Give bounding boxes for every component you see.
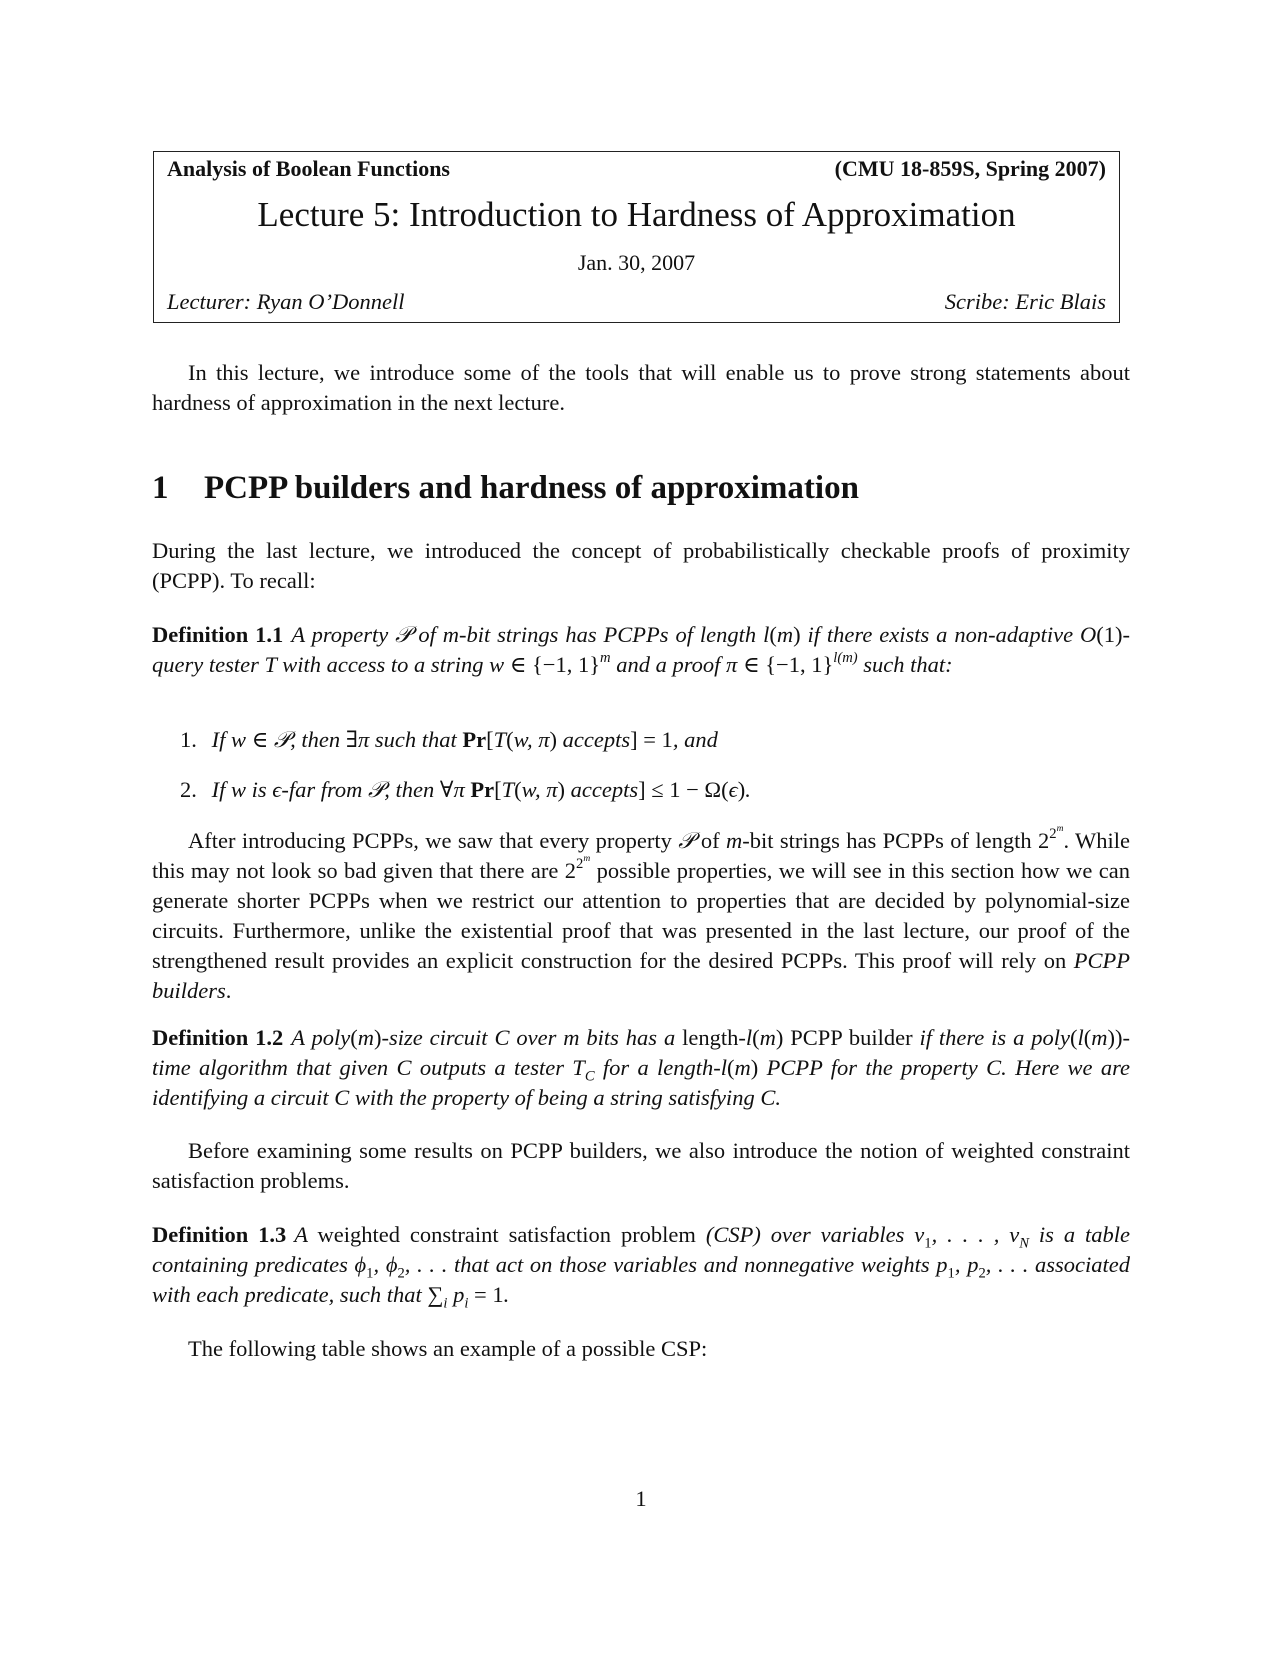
section-number: 1 <box>152 470 169 506</box>
condition-2-marker: 2. <box>180 777 197 802</box>
lecture-title: Lecture 5: Introduction to Hardness of Approximation <box>257 195 1016 234</box>
definition-1-3: Definition 1.3 A weighted constraint satisfaction problem (CSP) over variables $v_1$, . . . , $v_N$ is a table containing predicates $\phi_1$, $\phi_2$, . . . that act on those variables and nonnegative weights $p_1$, $p_2$, . . . associated with each predicate, such that $\sum_i$ $p_i = 1$. <box>152 1222 1131 1312</box>
definition-1-2: Definition 1.2 A poly(m)-size circuit C over m bits has a length-l(m) PCPP builder if there is a poly(l(m))-time algorithm that given C outputs a tester $T_C$ for a length-l(m) PCPP for the property C. Here we are identifying a circuit C with the property of being a string satisfying C. <box>152 1025 1130 1110</box>
course-code: (CMU 18-859S, Spring 2007) <box>834 156 1106 181</box>
definition-1-1: Definition 1.1 A property 𝒫 of m-bit strings has PCPPs of length l(m) if there exists a non-adaptive O(1)-query tester T with access to a string w ∈ {−1, 1}$^m$ and a proof π ∈ {−1, 1}$^{l(m)}$ such that: <box>152 622 1130 677</box>
lecturer: Lecturer: Ryan O’Donnell <box>167 289 405 314</box>
scribe: Scribe: Eric Blais <box>944 289 1106 314</box>
lecture-date: Jan. 30, 2007 <box>577 250 696 275</box>
section-title-text: PCPP builders and hardness of approximation <box>204 470 859 506</box>
lecture-header-box <box>153 151 1120 323</box>
paragraph-before-csp: Before examining some results on PCPP builders, we also introduce the notion of weighted constraint satisfaction problems. <box>152 1138 1130 1193</box>
page-number: 1 <box>635 1486 647 1511</box>
paragraph-after-pcpps: After introducing PCPPs, we saw that every property 𝒫 of m-bit strings has PCPPs of length $2^{2^m}$. While this may not look so bad given that there are $2^{2^m}$ possible properties, we will see in this section how we can generate shorter PCPPs when we restrict our attention to properties that are decided by polynomial-size circuits. Furthermore, unlike the existential proof that was presented in the last lecture, our proof of the strengthened result provides an explicit construction for the desired PCPPs. This proof will rely on PCPP builders. <box>152 824 1131 1003</box>
header-bottom-row <box>167 287 1106 317</box>
condition-1-marker: 1. <box>180 727 197 752</box>
header-top-row <box>167 152 1106 186</box>
condition-1: 1. If w ∈ 𝒫, then ∃π such that Pr[T(w, π) accepts] = 1, and <box>180 727 718 753</box>
section-heading <box>152 468 859 508</box>
section-paragraph-1: During the last lecture, we introduced the concept of probabilistically checkable proofs of proximity (PCPP). To recall: <box>152 538 1130 593</box>
definition-1-1-label: Definition 1.1 <box>152 622 284 647</box>
definition-1-1-conditions <box>180 725 1130 825</box>
paragraph-table-intro: The following table shows an example of a possible CSP: <box>188 1336 708 1361</box>
intro-paragraph: In this lecture, we introduce some of the tools that will enable us to prove strong statements about hardness of approximation in the next lecture. <box>152 360 1130 415</box>
condition-2: 2. If w is ϵ-far from 𝒫, then ∀π Pr[T(w, π) accepts] ≤ 1 − Ω(ϵ). <box>180 777 751 803</box>
course-name: Analysis of Boolean Functions <box>167 156 450 181</box>
definition-1-3-label: Definition 1.3 <box>152 1222 287 1247</box>
definition-1-2-label: Definition 1.2 <box>152 1025 284 1050</box>
